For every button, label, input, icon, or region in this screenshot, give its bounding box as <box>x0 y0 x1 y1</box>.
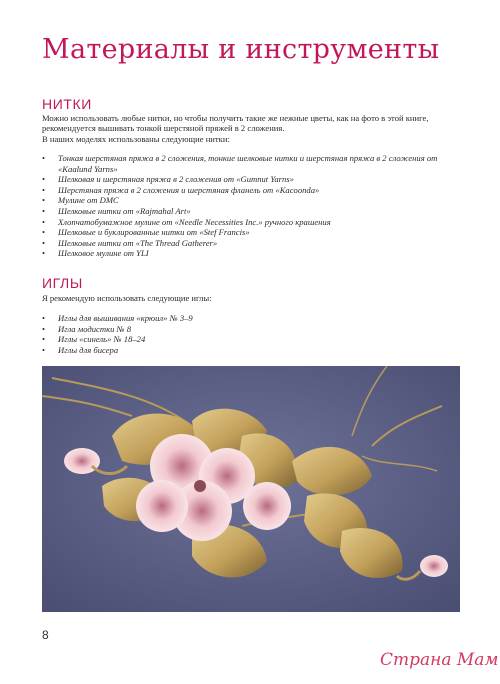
needles-intro: Я рекомендую использовать следующие иглы: <box>42 293 212 303</box>
page-number: 8 <box>42 628 49 642</box>
list-item: • Шелковые и буклированные нитки от «Stef Francis» <box>42 227 472 238</box>
list-item: • Мулине от DMC <box>42 195 472 206</box>
list-item: • Игла модистки № 8 <box>42 324 472 335</box>
list-item: • Шелковые нитки от «Rajmahal Art» <box>42 206 472 217</box>
list-item: • Иглы для вышивания «крюил» № 3–9 <box>42 313 472 324</box>
threads-intro-list-lead: В наших моделях использованы следующие нитки: <box>42 134 230 144</box>
needles-heading: ИГЛЫ <box>42 275 83 291</box>
embroidery-illustration <box>42 366 460 612</box>
threads-list <box>42 153 472 259</box>
list-item: • Хлопчатобумажное мулине от «Needle Necessities Inc.» ручного крашения <box>42 217 472 228</box>
watermark-logo: Страна Мам <box>380 650 499 670</box>
page-title: Материалы и инструменты <box>42 34 440 65</box>
list-item: • Шелковое мулине от YLI <box>42 248 472 259</box>
list-item: • Иглы для бисера <box>42 345 472 356</box>
list-item: • Шелковая и шерстяная пряжа в 2 сложения от «Gumnut Yarns» <box>42 174 472 185</box>
needles-list <box>42 313 472 355</box>
list-item: • Шерстяная пряжа в 2 сложения и шерстяная фланель от «Kacoonda» <box>42 185 472 196</box>
embroidery-photo <box>42 366 460 612</box>
list-item: • Иглы «синель» № 18–24 <box>42 334 472 345</box>
threads-intro: Можно использовать любые нитки, но чтобы получить такие же нежные цветы, как на фото в этой книге, рекомендуется вышивать тонкой шерстяной пряжей в 2 сложения. <box>42 113 429 134</box>
list-item: • Шелковые нитки от «The Thread Gatherer» <box>42 238 472 249</box>
threads-heading: НИТКИ <box>42 96 92 112</box>
list-item: • Тонкая шерстяная пряжа в 2 сложения, тонкие шелковые нитки и шерстяная пряжа в 2 сложения от «Kaalund Yarns» <box>42 153 472 174</box>
